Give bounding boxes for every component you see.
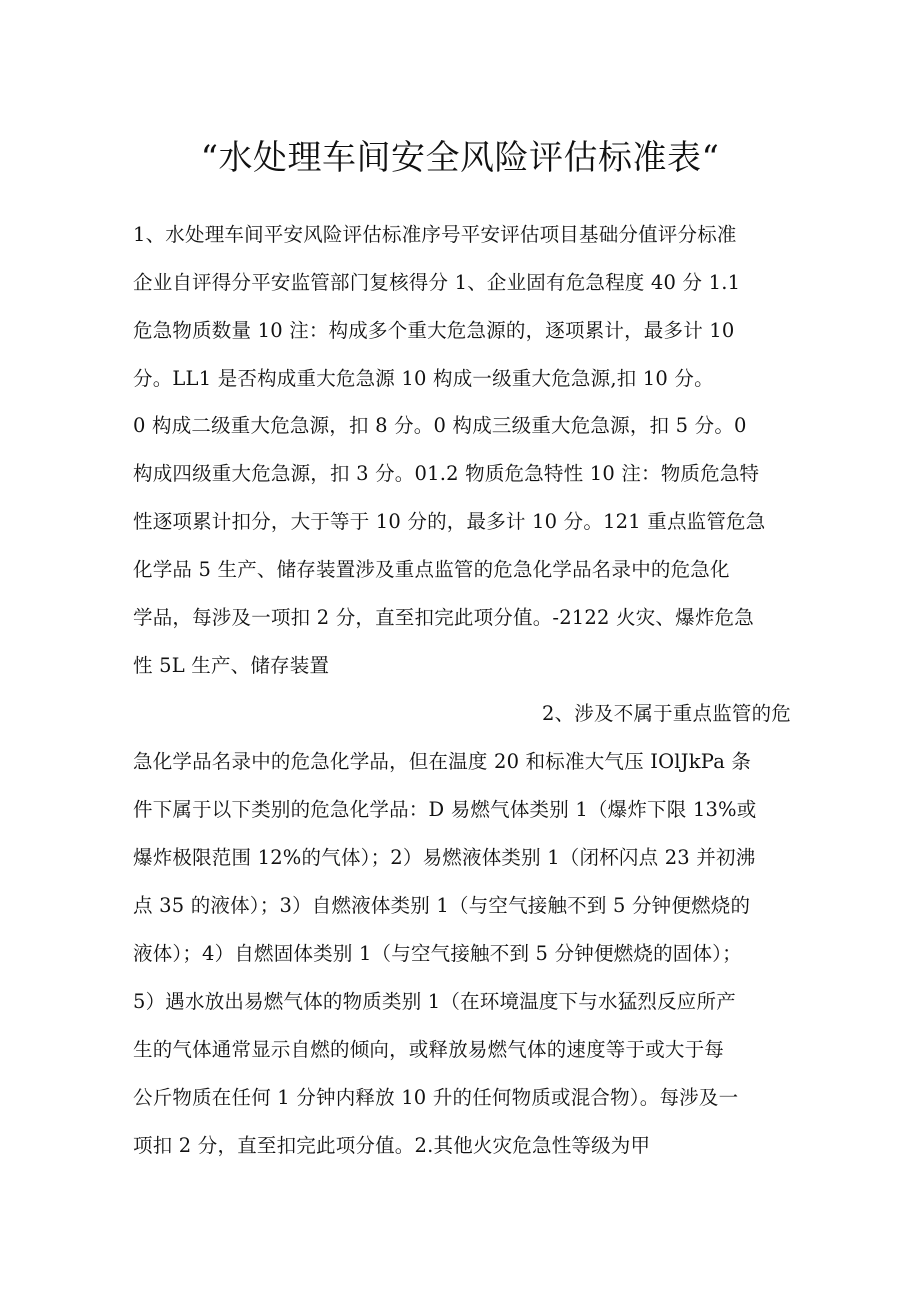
- body-line: 性 5L 生产、储存装置: [133, 654, 330, 677]
- body-line: 点 35 的液体）；3）自燃液体类别 1（与空气接触不到 5 分钟便燃烧的: [133, 894, 751, 917]
- body-line: 0 构成二级重大危急源，扣 8 分。0 构成三级重大危急源，扣 5 分。0: [133, 414, 747, 437]
- body-line: 化学品 5 生产、储存装置涉及重点监管的危急化学品名录中的危急化: [133, 558, 730, 581]
- body-line: 构成四级重大危急源，扣 3 分。01.2 物质危急特性 10 注：物质危急特: [133, 462, 760, 485]
- body-line: 1、水处理车间平安风险评估标准序号平安评估项目基础分值评分标准: [133, 223, 737, 246]
- body-line: 件下属于以下类别的危急化学品：D 易燃气体类别 1（爆炸下限 13%或: [133, 798, 757, 821]
- body-line: 爆炸极限范围 12%的气体）；2）易燃液体类别 1（闭杯闪点 23 并初沸: [133, 846, 756, 869]
- body-line: 危急物质数量 10 注：构成多个重大危急源的，逐项累计，最多计 10: [133, 319, 735, 342]
- body-line: 公斤物质在任何 1 分钟内释放 10 升的任何物质或混合物）。每涉及一: [133, 1086, 739, 1109]
- body-line: 生的气体通常显示自燃的倾向，或释放易燃气体的速度等于或大于每: [133, 1038, 725, 1061]
- body-line: 项扣 2 分，直至扣完此项分值。2.其他火灾危急性等级为甲: [133, 1134, 651, 1157]
- body-line: 5）遇水放出易燃气体的物质类别 1（在环境温度下与水猛烈反应所产: [133, 990, 736, 1013]
- body-line: 分。LL1 是否构成重大危急源 10 构成一级重大危急源,扣 10 分。: [133, 367, 714, 390]
- body-line: 2、涉及不属于重点监管的危: [541, 702, 791, 725]
- body-line: 学品，每涉及一项扣 2 分，直至扣完此项分值。-2122 火灾、爆炸危急: [133, 606, 754, 629]
- body-line: 企业自评得分平安监管部门复核得分 1、企业固有危急程度 40 分 1.1: [133, 271, 741, 294]
- body-line: 性逐项累计扣分，大于等于 10 分的，最多计 10 分。121 重点监管危急: [133, 510, 766, 533]
- body-line: 急化学品名录中的危急化学品，但在温度 20 和标准大气压 IOlJkPa 条: [133, 750, 752, 773]
- document-title: “水处理车间安全风险评估标准表“: [200, 138, 720, 178]
- body-line: 液体）；4）自燃固体类别 1（与空气接触不到 5 分钟便燃烧的固体）；: [133, 942, 742, 965]
